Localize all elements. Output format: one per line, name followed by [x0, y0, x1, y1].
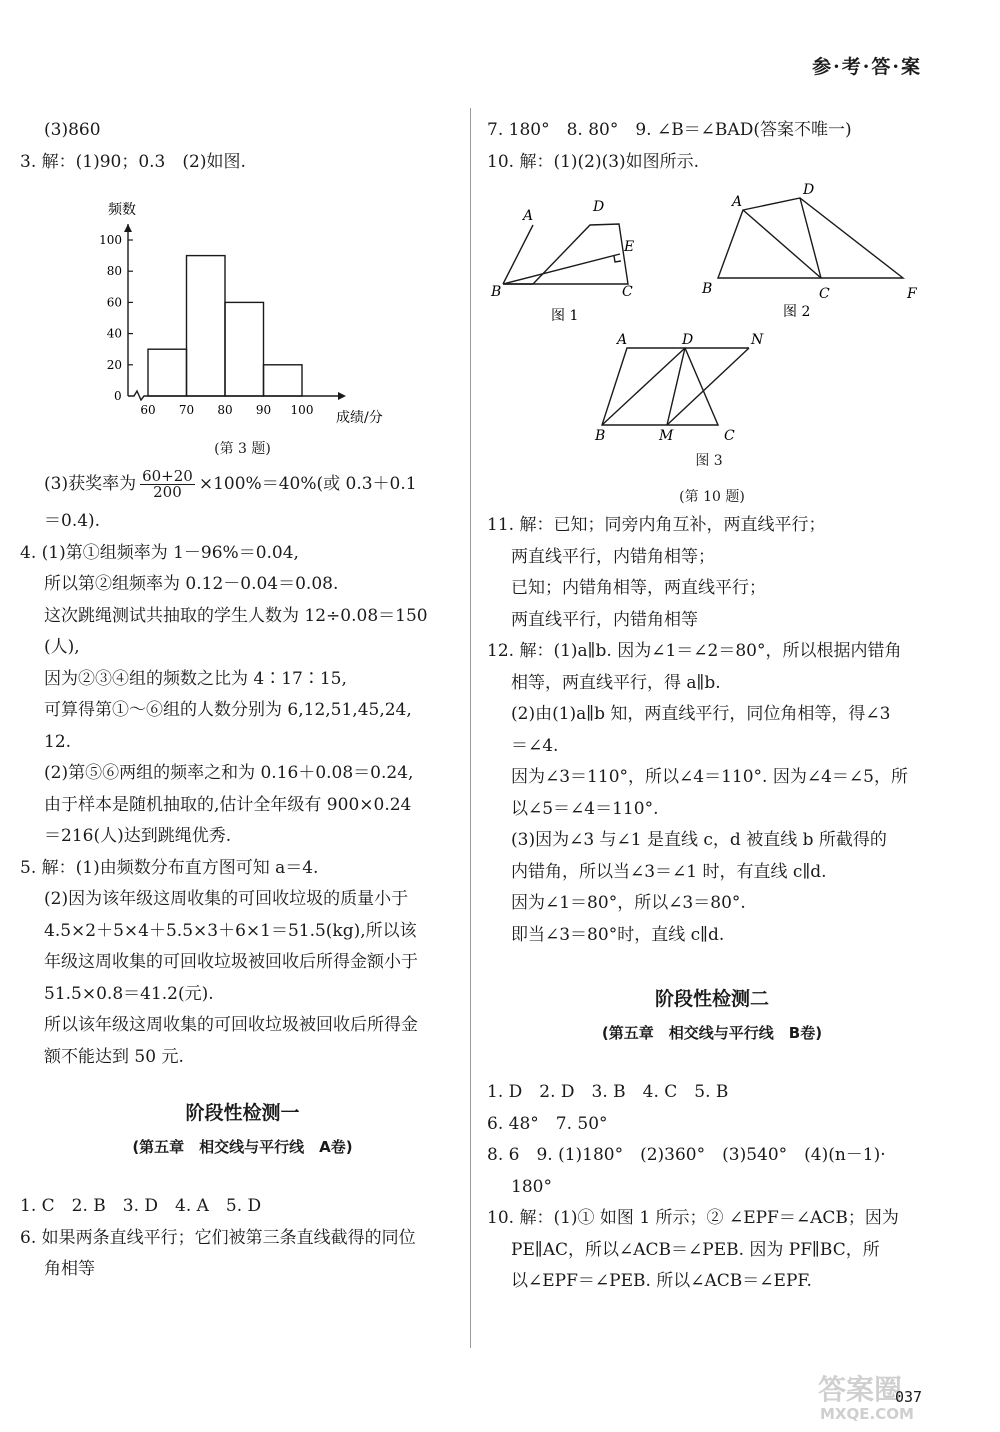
answer-line: (2)第⑤⑥两组的频率之和为 0.16＋0.08＝0.24,	[44, 763, 414, 783]
answer-line: 10. 解：(1)(2)(3)如图所示.	[487, 151, 700, 172]
section-title: 阶段性检测二	[654, 988, 769, 1010]
fig3-segment-dm	[667, 348, 685, 425]
fig1-label-d: D	[593, 199, 605, 215]
fraction-denominator: 200	[153, 483, 182, 501]
fig1-right-angle-mark	[614, 256, 621, 262]
answer-line: (人),	[44, 637, 80, 657]
fig3-caption: 图 3	[695, 453, 723, 469]
fig3-label-m: M	[659, 428, 674, 444]
fig3-label-c: C	[724, 428, 735, 444]
answer-line: 以∠5＝∠4＝110°.	[511, 798, 659, 819]
y-tick-label: 80	[106, 264, 122, 279]
column-divider	[470, 108, 471, 1348]
section-subtitle: (第五章 相交线与平行线 A卷)	[132, 1138, 353, 1156]
answer-line: (3)因为∠3 与∠1 是直线 c，d 被直线 b 所截得的	[511, 830, 887, 850]
y-tick-label: 100	[99, 233, 122, 247]
fraction-numerator: 60+20	[142, 467, 193, 485]
answer-line: 因为②③④组的频数之比为 4∶17∶15,	[44, 668, 347, 689]
answer-line	[20, 462, 465, 506]
answer-line: 4.5×2＋5×4＋5.5×3＋6×1＝51.5(kg),所以该	[44, 920, 417, 941]
fig1-label-b: B	[491, 284, 502, 300]
answer-line: 所以第②组频率为 0.12－0.04＝0.08.	[44, 574, 339, 594]
answer-line: 1. C 2. B 3. D 4. A 5. D	[20, 1196, 262, 1216]
answer-line: 相等，两直线平行，得 a∥b.	[511, 672, 721, 693]
fig1-label-a: A	[523, 208, 534, 224]
fig2-caption: 图 2	[783, 304, 811, 320]
fig1-quadrilateral	[503, 224, 628, 284]
histogram-figure	[20, 178, 465, 426]
fig2-label-d: D	[803, 182, 815, 198]
answer-line: 由于样本是随机抽取的,估计全年级有 900×0.24	[44, 794, 412, 815]
answer-line: (3)860	[44, 120, 101, 140]
page-number: 037	[895, 1388, 923, 1406]
answer-line: 角相等	[44, 1259, 95, 1279]
fig2-label-b: B	[702, 281, 713, 297]
answer-line: 额不能达到 50 元.	[44, 1046, 184, 1067]
answer-text: (3)获奖率为	[44, 474, 137, 494]
answer-line: 10. 解：(1)① 如图 1 所示；② ∠EPF＝∠ACB；因为	[487, 1208, 899, 1228]
fig2-label-c: C	[819, 286, 830, 302]
y-axis-label: 频数	[108, 202, 136, 218]
figure-2	[718, 198, 903, 278]
fig3-label-b: B	[595, 428, 606, 444]
fig3-segment-nm	[667, 348, 749, 425]
answer-line: 6. 如果两条直线平行；它们被第三条直线截得的同位	[20, 1227, 416, 1248]
answer-line: 因为∠3＝110°，所以∠4＝110°. 因为∠4＝∠5，所	[511, 767, 908, 787]
answer-line: 1. D 2. D 3. B 4. C 5. B	[487, 1082, 729, 1102]
answer-line: 5. 解：(1)由频数分布直方图可知 a＝4.	[20, 857, 319, 878]
fig3-label-a: A	[617, 332, 628, 348]
watermark-logo: 答案圈	[818, 1373, 903, 1406]
answer-line: 可算得第①～⑥组的人数分别为 6,12,51,45,24,	[44, 700, 412, 720]
answer-line: ＝216(人)达到跳绳优秀.	[44, 826, 232, 846]
fig1-side-left	[503, 225, 533, 284]
answer-line: 已知；内错角相等，两直线平行；	[511, 578, 766, 598]
figure-caption: (第 3 题)	[214, 441, 271, 457]
answer-line: 即当∠3＝80°时，直线 c∥d.	[511, 924, 725, 945]
geometry-figures	[487, 178, 937, 448]
histogram-chart	[20, 120, 465, 426]
answer-line: PE∥AC，所以∠ACB＝∠PEB. 因为 PF∥BC，所	[511, 1239, 880, 1260]
answer-line: 180°	[511, 1176, 552, 1197]
answer-line: 内错角，所以当∠3＝∠1 时，有直线 c∥d.	[511, 861, 827, 882]
answer-line: ＝∠4.	[511, 735, 559, 756]
answer-line: 3. 解：(1)90；0.3 (2)如图.	[20, 151, 246, 172]
x-tick-label: 60	[140, 403, 156, 417]
answer-line: ＝0.4).	[44, 511, 101, 531]
figure-3	[602, 348, 749, 425]
fig1-label-c: C	[622, 284, 633, 300]
answer-line: 12.	[44, 731, 72, 752]
answer-line: 所以该年级这周收集的可回收垃圾被回收后所得金	[44, 1015, 418, 1035]
answer-line: 两直线平行，内错角相等	[511, 609, 698, 630]
answer-line: 这次跳绳测试共抽取的学生人数为 12÷0.08＝150	[44, 605, 428, 626]
geometry-diagram	[487, 178, 937, 448]
answer-line: 年级这周收集的可回收垃圾被回收后所得金额小于	[44, 952, 418, 972]
fig2-segment-ac	[743, 210, 821, 278]
x-tick-label: 100	[290, 403, 314, 417]
x-tick-label: 90	[255, 403, 272, 417]
section-subtitle: (第五章 相交线与平行线 B卷)	[601, 1024, 823, 1042]
fig2-label-f: F	[907, 286, 917, 302]
answer-line: 4. (1)第①组频率为 1－96%＝0.04,	[20, 542, 299, 563]
fig2-label-a: A	[732, 194, 743, 210]
answer-line: 8. 6 9. (1)180° (2)360° (3)540° (4)(n－1)·	[487, 1145, 886, 1165]
y-tick-label: 60	[106, 295, 122, 310]
answer-line: 因为∠1＝80°，所以∠3＝80°.	[511, 893, 746, 913]
answer-line: 两直线平行，内错角相等；	[511, 546, 715, 567]
figure-1	[503, 224, 628, 284]
fig3-label-n: N	[751, 332, 764, 348]
left-column	[20, 115, 465, 1286]
fig3-label-d: D	[682, 332, 694, 348]
y-axis-arrow	[124, 224, 132, 232]
fig1-segment-be	[503, 254, 620, 284]
answer-text: ×100%＝40%(或 0.3＋0.1	[198, 474, 417, 494]
figure-caption: (第 10 题)	[679, 489, 745, 505]
answer-line: (2)由(1)a∥b 知，两直线平行，同位角相等，得∠3	[511, 704, 891, 724]
fraction	[140, 469, 195, 500]
y-tick-label: 20	[106, 357, 122, 372]
answer-line: 11. 解：已知；同旁内角互补，两直线平行；	[487, 515, 826, 535]
origin-label: 0	[114, 389, 122, 403]
fig1-caption: 图 1	[551, 308, 579, 324]
answer-line: 以∠EPF＝∠PEB. 所以∠ACB＝∠EPF.	[511, 1271, 812, 1291]
answer-line: 51.5×0.8＝41.2(元).	[44, 983, 214, 1004]
x-tick-label: 80	[217, 403, 233, 417]
right-column	[487, 115, 937, 1298]
page-header: 参·考·答·案	[812, 56, 922, 78]
fig1-label-e: E	[624, 239, 635, 255]
watermark-url: MXQE.COM	[820, 1405, 914, 1423]
answer-line: 6. 48° 7. 50°	[487, 1113, 608, 1134]
answer-line: 12. 解：(1)a∥b. 因为∠1＝∠2＝80°，所以根据内错角	[487, 641, 902, 661]
fig2-segment-dc	[800, 198, 821, 278]
answer-line: (2)因为该年级这周收集的可回收垃圾的质量小于	[44, 889, 409, 909]
section-title: 阶段性检测一	[185, 1102, 300, 1124]
answer-line: 7. 180° 8. 80° 9. ∠B＝∠BAD(答案不唯一)	[487, 120, 852, 140]
x-tick-label: 70	[178, 403, 195, 417]
y-tick-label: 40	[106, 326, 122, 341]
x-axis-label: 成绩/分	[336, 410, 383, 426]
fig3-triangle-outline	[602, 348, 718, 425]
